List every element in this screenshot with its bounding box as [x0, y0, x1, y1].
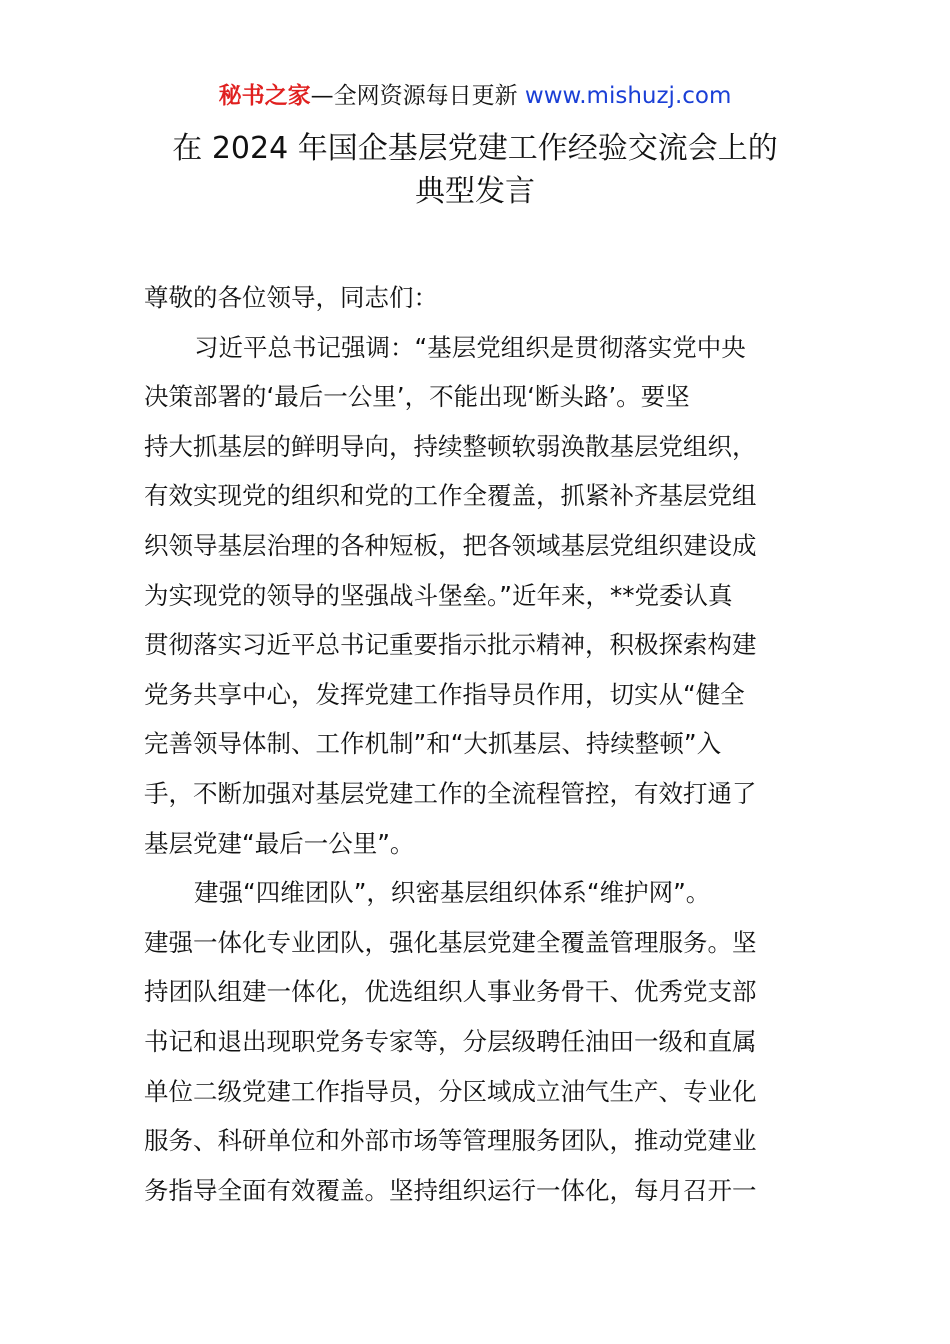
site-tagline: —全网资源每日更新 [310, 83, 518, 109]
body-line: 贯彻落实习近平总书记重要指示批示精神，积极探索构建 [144, 630, 757, 660]
body-line: 持大抓基层的鲜明导向，持续整顿软弱涣散基层党组织， [144, 431, 757, 461]
body-line: 单位二级党建工作指导员，分区域成立油气生产、专业化 [144, 1076, 757, 1106]
title-line-1: 在 2024 年国企基层党建工作经验交流会上的 [172, 131, 778, 166]
body-line: 建强一体化专业团队，强化基层党建全覆盖管理服务。坚 [144, 927, 757, 957]
body-line: 建强“四维团队”，织密基层组织体系“维护网”。 [194, 878, 711, 908]
body-line: 手，不断加强对基层党建工作的全流程管控，有效打通了 [144, 778, 757, 808]
body-line: 服务、科研单位和外部市场等管理服务团队，推动党建业 [144, 1126, 757, 1156]
body-line: 基层党建“最后一公里”。 [144, 828, 415, 858]
body-line: 织领导基层治理的各种短板，把各领域基层党组织建设成 [144, 530, 757, 560]
body-line: 习近平总书记强调：“基层党组织是贯彻落实党中央 [194, 332, 746, 362]
salutation: 尊敬的各位领导，同志们： [144, 283, 438, 312]
body-line: 完善领导体制、工作机制”和“大抓基层、持续整顿”入 [144, 729, 722, 759]
body-line: 持团队组建一体化，优选组织人事业务骨干、优秀党支部 [144, 977, 757, 1007]
title-line-2: 典型发言 [415, 174, 535, 209]
body-line: 有效实现党的组织和党的工作全覆盖，抓紧补齐基层党组 [144, 481, 757, 511]
body-line: 党务共享中心，发挥党建工作指导员作用，切实从“健全 [144, 679, 745, 709]
body-line: 决策部署的‘最后一公里’，不能出现‘断头路’。要坚 [144, 382, 690, 412]
body-line: 为实现党的领导的坚强战斗堡垒。”近年来，**党委认真 [144, 580, 733, 610]
site-url-link[interactable]: www.mishuzj.com [524, 83, 732, 109]
body-line: 书记和退出现职党务专家等，分层级聘任油田一级和直属 [144, 1026, 757, 1056]
site-header [0, 80, 950, 112]
document-title [0, 127, 950, 213]
site-name: 秘书之家 [218, 83, 311, 109]
body-line: 务指导全面有效覆盖。坚持组织运行一体化，每月召开一 [144, 1175, 757, 1205]
document-body [144, 273, 808, 1215]
